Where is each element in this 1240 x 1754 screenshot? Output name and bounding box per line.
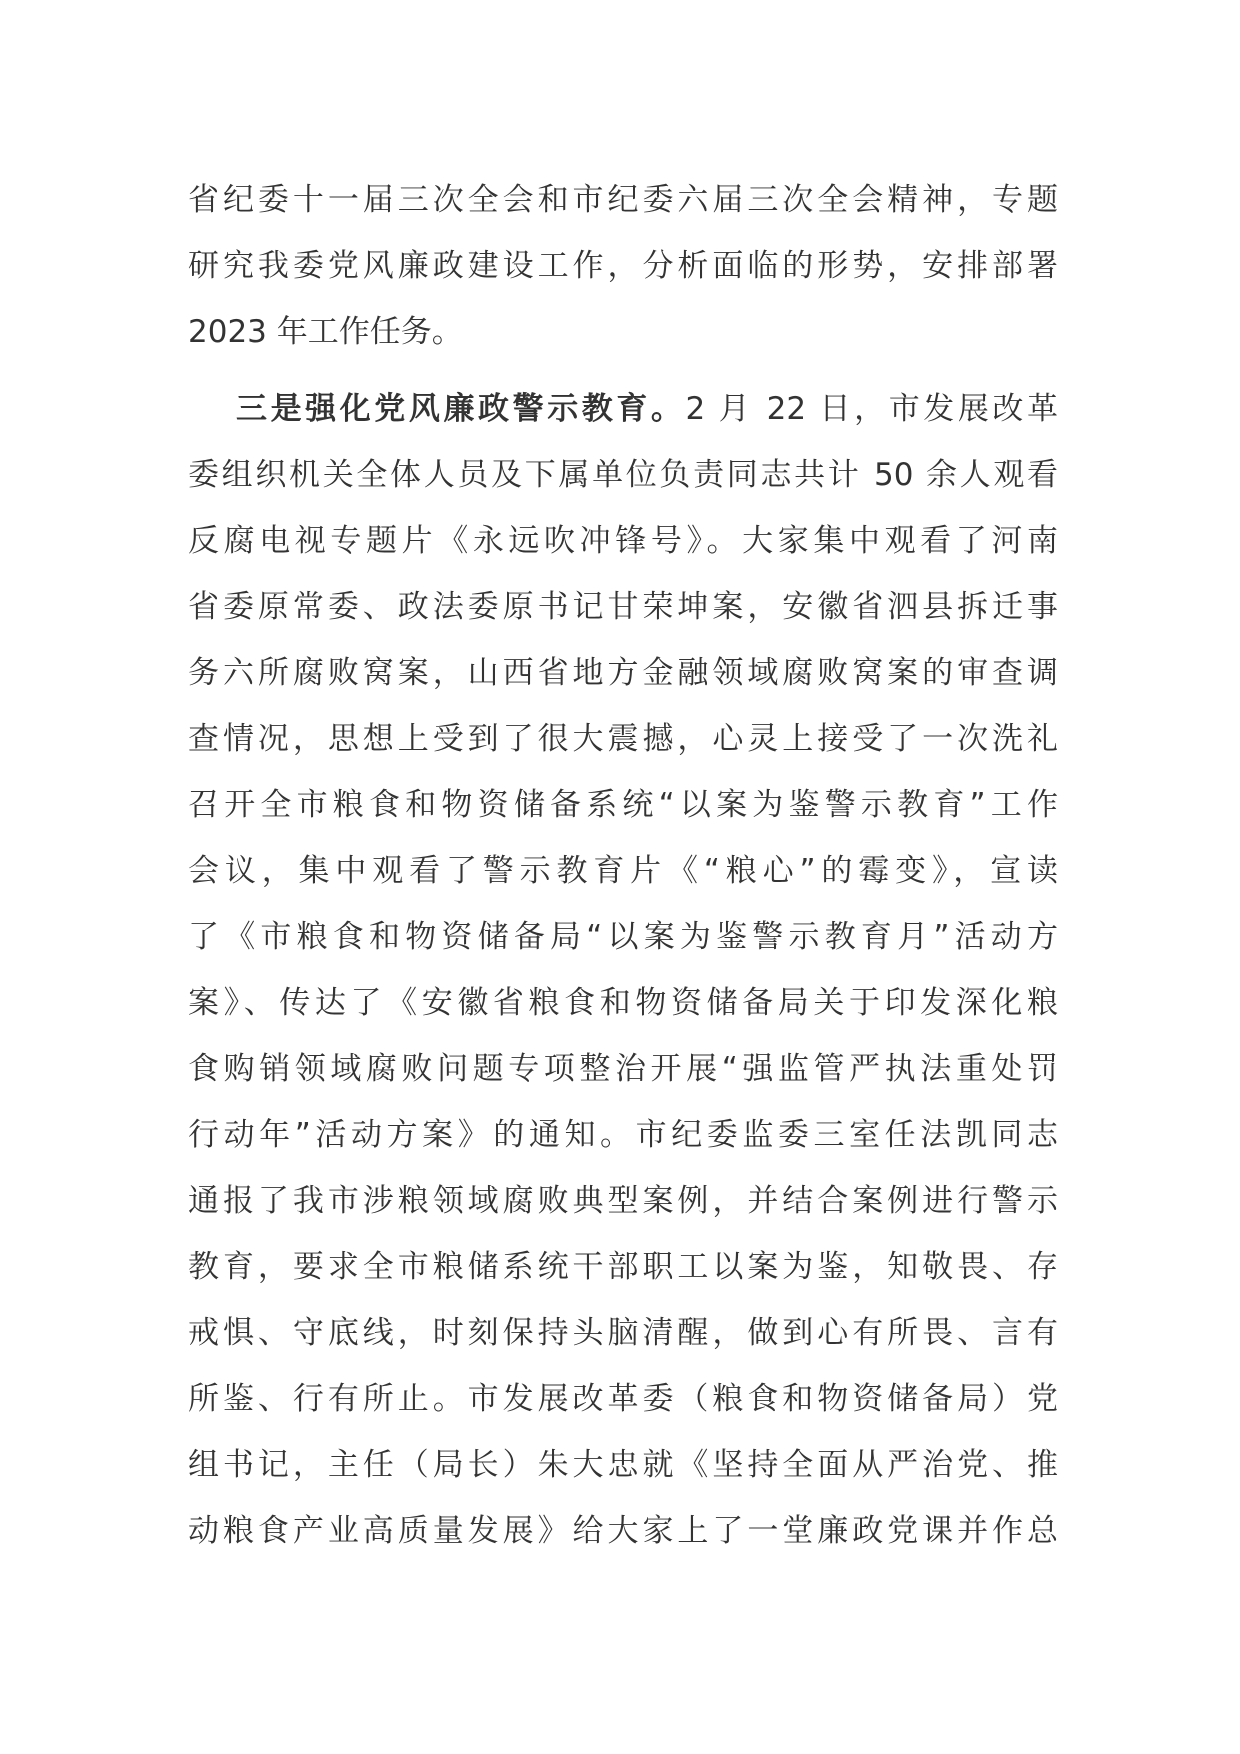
paragraph-line: 通报了我市涉粮领域腐败典型案例，并结合案例进行警示 (188, 1183, 1058, 1219)
paragraph-line: 案》、传达了《安徽省粮食和物资储备局关于印发深化粮 (188, 985, 1058, 1021)
paragraph-line: 务六所腐败窝案，山西省地方金融领域腐败窝案的审查调 (188, 655, 1058, 691)
paragraph-line: 组书记，主任（局长）朱大忠就《坚持全面从严治党、推 (188, 1447, 1058, 1483)
paragraph-line: 召开全市粮食和物资储备系统“以案为鉴警示教育”工作 (188, 787, 1058, 823)
paragraph-line: 行动年”活动方案》的通知。市纪委监委三室任法凯同志 (188, 1117, 1058, 1153)
paragraph-line: 所鉴、行有所止。市发展改革委（粮食和物资储备局）党 (188, 1381, 1058, 1417)
paragraph-first-line (188, 376, 1058, 442)
paragraph-line: 研究我委党风廉政建设工作，分析面临的形势，安排部署 (188, 248, 1058, 284)
paragraph-line: 食购销领域腐败问题专项整治开展“强监管严执法重处罚 (188, 1051, 1058, 1087)
paragraph-line: 委组织机关全体人员及下属单位负责同志共计 50 余人观看 (188, 457, 1058, 493)
first-line-text: 2 月 22 日，市发展改革 (685, 391, 1058, 427)
section-heading: 三是强化党风廉政警示教育。 (236, 391, 686, 427)
paragraph-line: 查情况，思想上受到了很大震撼，心灵上接受了一次洗礼 (188, 721, 1058, 757)
paragraph-line: 省纪委十一届三次全会和市纪委六届三次全会精神，专题 (188, 182, 1058, 218)
paragraph-line: 2023 年工作任务。 (188, 314, 463, 350)
paragraph-line: 动粮食产业高质量发展》给大家上了一堂廉政党课并作总 (188, 1513, 1058, 1549)
paragraph-line: 了《市粮食和物资储备局“以案为鉴警示教育月”活动方 (188, 919, 1058, 955)
paragraph-1 (188, 167, 1058, 365)
paragraph-2 (188, 376, 1058, 1564)
paragraph-line: 省委原常委、政法委原书记甘荣坤案，安徽省泗县拆迁事 (188, 589, 1058, 625)
paragraph-line: 会议，集中观看了警示教育片《“粮心”的霉变》，宣读 (188, 853, 1058, 889)
paragraph-line: 教育，要求全市粮储系统干部职工以案为鉴，知敬畏、存 (188, 1249, 1058, 1285)
paragraph-line: 反腐电视专题片《永远吹冲锋号》。大家集中观看了河南 (188, 523, 1058, 559)
paragraph-line: 戒惧、守底线，时刻保持头脑清醒，做到心有所畏、言有 (188, 1315, 1058, 1351)
